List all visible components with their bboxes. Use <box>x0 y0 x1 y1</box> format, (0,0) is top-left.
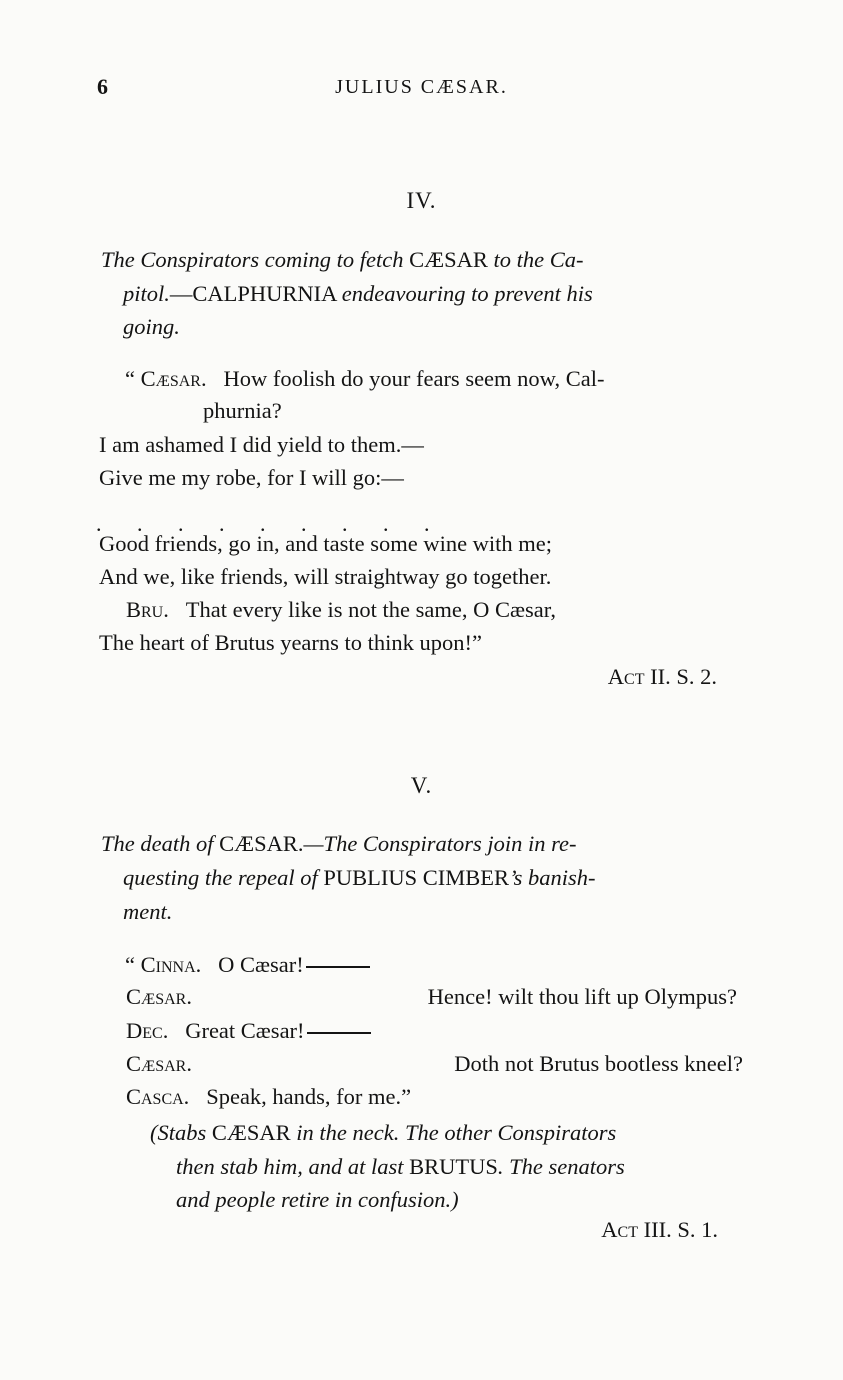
stage-text: (Stabs <box>150 1120 212 1145</box>
caption-text: The death of <box>101 831 220 856</box>
caption-name: PUBLIUS CIMBER <box>323 865 510 890</box>
caption-v-line-2 <box>123 861 596 894</box>
caption-iv-line-2 <box>123 277 593 310</box>
section-numeral-iv: IV. <box>406 188 437 213</box>
speaker-caesar: Cæsar. <box>140 366 207 391</box>
verse-iv-line-2: phurnia? <box>203 398 282 423</box>
stage-direction-line-3 <box>176 1183 459 1216</box>
dot: . <box>96 511 102 536</box>
caption-v-line-3 <box>123 895 172 928</box>
caption-text: The Conspirators coming to fetch <box>101 247 410 272</box>
caption-iv-line-3 <box>123 310 180 343</box>
interruption-dash <box>306 966 370 968</box>
verse-text: Great Cæsar! <box>185 1018 305 1043</box>
caption-v-line-1 <box>101 827 577 860</box>
running-title: JULIUS CÆSAR. <box>335 76 508 98</box>
caption-name: CÆSAR. <box>219 831 304 856</box>
caption-text: going. <box>123 314 180 339</box>
dot: . <box>137 511 143 536</box>
dot: . <box>342 511 348 536</box>
dot: . <box>301 511 307 536</box>
stage-name: BRUTUS <box>409 1154 498 1179</box>
act-scene-number: III. S. 1. <box>643 1217 718 1242</box>
open-quote: “ <box>125 952 141 977</box>
dot: . <box>383 511 389 536</box>
verse-iv-line-4: Give me my robe, for I will go:— <box>99 465 404 490</box>
verse-iv-line-7 <box>126 597 556 623</box>
verse-text: O Cæsar! <box>218 952 304 977</box>
verse-text: How foolish do your fears seem now, Cal- <box>223 366 605 391</box>
verse-v-line-1 <box>125 952 370 978</box>
caption-name: —CALPHURNIA <box>169 281 342 306</box>
speaker-casca: Casca. <box>126 1084 190 1109</box>
verse-text: That every like is not the same, O Cæsar, <box>185 597 556 622</box>
caption-iv-line-1 <box>101 243 584 276</box>
verse-v-line-4: Doth not Brutus bootless kneel? <box>454 1051 743 1076</box>
caption-text: to the Ca- <box>487 247 584 272</box>
verse-v-line-2: Hence! wilt thou lift up Olympus? <box>427 984 737 1009</box>
stage-text: . The senators <box>497 1154 625 1179</box>
caption-text: ’s banish- <box>509 865 596 890</box>
speaker-cinna: Cinna. <box>140 952 202 977</box>
verse-iv-line-6: And we, like friends, will straightway go together. <box>99 564 552 589</box>
page-number: 6 <box>97 74 108 99</box>
stage-text: and people retire in confusion.) <box>176 1187 459 1212</box>
dot: . <box>260 511 266 536</box>
speaker-caesar: Cæsar. <box>126 984 192 1009</box>
verse-text: Speak, hands, for me.” <box>206 1084 412 1109</box>
act-scene-number: II. S. 2. <box>650 664 717 689</box>
stage-name: CÆSAR <box>211 1120 291 1145</box>
stage-direction-line-2 <box>176 1150 625 1183</box>
verse-iv-line-8: The heart of Brutus yearns to think upon!” <box>99 630 483 655</box>
verse-v-line-3 <box>126 1018 371 1044</box>
caption-text: pitol. <box>123 281 170 306</box>
dot: . <box>219 511 225 536</box>
dot: . <box>424 511 430 536</box>
speaker-decius: Dec. <box>126 1018 169 1043</box>
verse-v-line-5 <box>126 1084 411 1110</box>
interruption-dash <box>307 1032 371 1034</box>
speaker-caesar: Cæsar. <box>126 1051 192 1076</box>
verse-iv-line-5: Good friends, go in, and taste some wine with me; <box>99 531 553 556</box>
verse-iv-line-1 <box>125 366 604 392</box>
act-scene-reference-iv <box>608 664 717 690</box>
act-label: Act <box>607 664 645 689</box>
open-quote: “ <box>125 366 141 391</box>
stage-direction-line-1 <box>150 1116 616 1149</box>
stage-text: then stab him, and at last <box>176 1154 410 1179</box>
verse-iv-line-3: I am ashamed I did yield to them.— <box>99 432 424 457</box>
caption-text: endeavouring to prevent his <box>341 281 593 306</box>
caption-text: —The Conspirators join in re- <box>303 831 577 856</box>
dot: . <box>178 511 184 536</box>
act-label: Act <box>601 1217 638 1242</box>
caption-name: CÆSAR <box>409 247 488 272</box>
act-scene-reference-v <box>601 1217 718 1243</box>
speaker-brutus: Bru. <box>126 597 169 622</box>
stage-text: in the neck. The other Conspirators <box>290 1120 617 1145</box>
section-numeral-v: V. <box>410 773 433 798</box>
caption-text: ment. <box>123 899 173 924</box>
caption-text: questing the repeal of <box>123 865 324 890</box>
